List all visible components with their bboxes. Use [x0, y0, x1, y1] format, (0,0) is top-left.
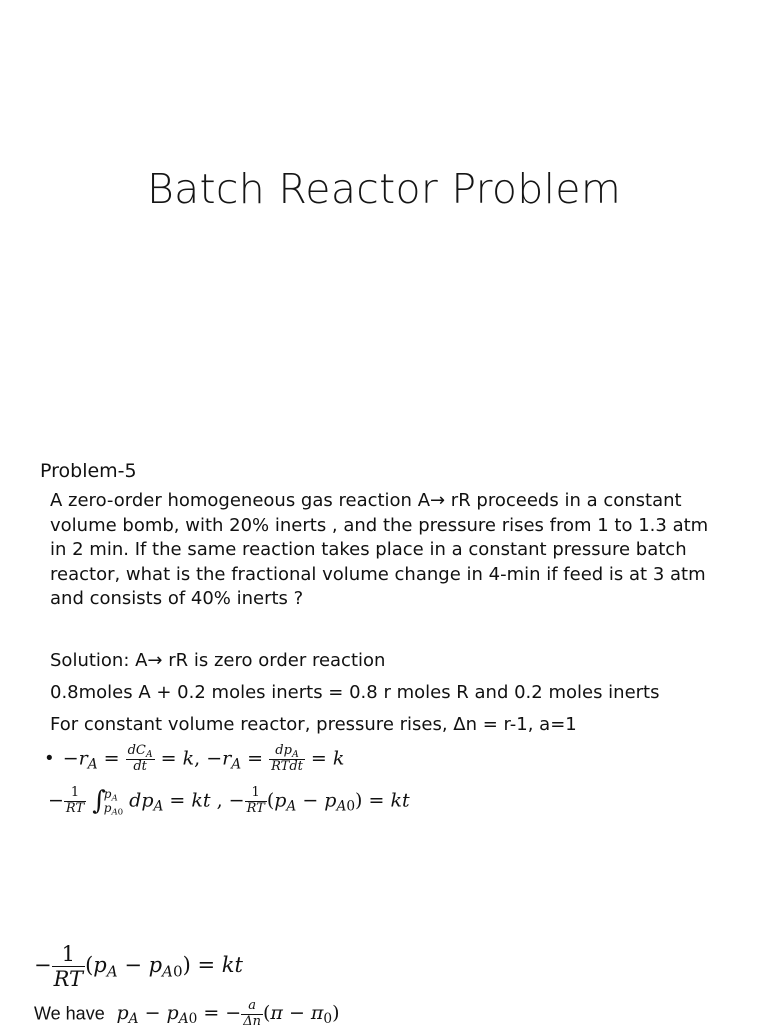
we-have-line — [34, 999, 340, 1030]
solution-line-3: For constant volume reactor, pressure rises, Δn = r-1, a=1 — [50, 714, 577, 735]
solution-line-1: Solution: A→ rR is zero order reaction — [50, 650, 386, 671]
problem-text: A zero-order homogeneous gas reaction A→ rR proceeds in a constant volume bomb, with 20% inerts , and the pressure rises from 1 to 1.3 atm in 2 min. If the same reaction takes place in a constant pressure batch reactor, what is the fractional volume change in 4-min if feed is at 3 atm and consists of 40% inerts ? — [50, 490, 709, 609]
equation-partial-pressure: $p_A - p_{A0}$ = − $\frac{a}{\Delta n}$ $(\pi - \pi_0)$ — [116, 998, 340, 1029]
slide-title: Batch Reactor Problem — [146, 165, 622, 213]
we-have-label: We have — [34, 1003, 105, 1024]
equation-rate: • $-r_A$ = $\frac{dC_A}{dt}$ = k, $-r_A$ = $\frac{dp_A}{\text{RTdt}}$ = k — [46, 743, 345, 774]
problem-heading: Problem-5 — [40, 460, 137, 482]
equation-pressure: − $\frac{1}{RT}$ $(p_A - p_{A0})$ = kt — [34, 942, 243, 992]
solution-line-2: 0.8moles A + 0.2 moles inerts = 0.8 r moles R and 0.2 moles inerts — [50, 682, 660, 703]
equation-integral: − $\frac{1}{RT}$ ∫ $p_A$ $p_{A0}$ $dp_A$ = kt , − $\frac{1}{RT}$ $(p_A - p_{A0})$ = kt — [48, 785, 410, 819]
